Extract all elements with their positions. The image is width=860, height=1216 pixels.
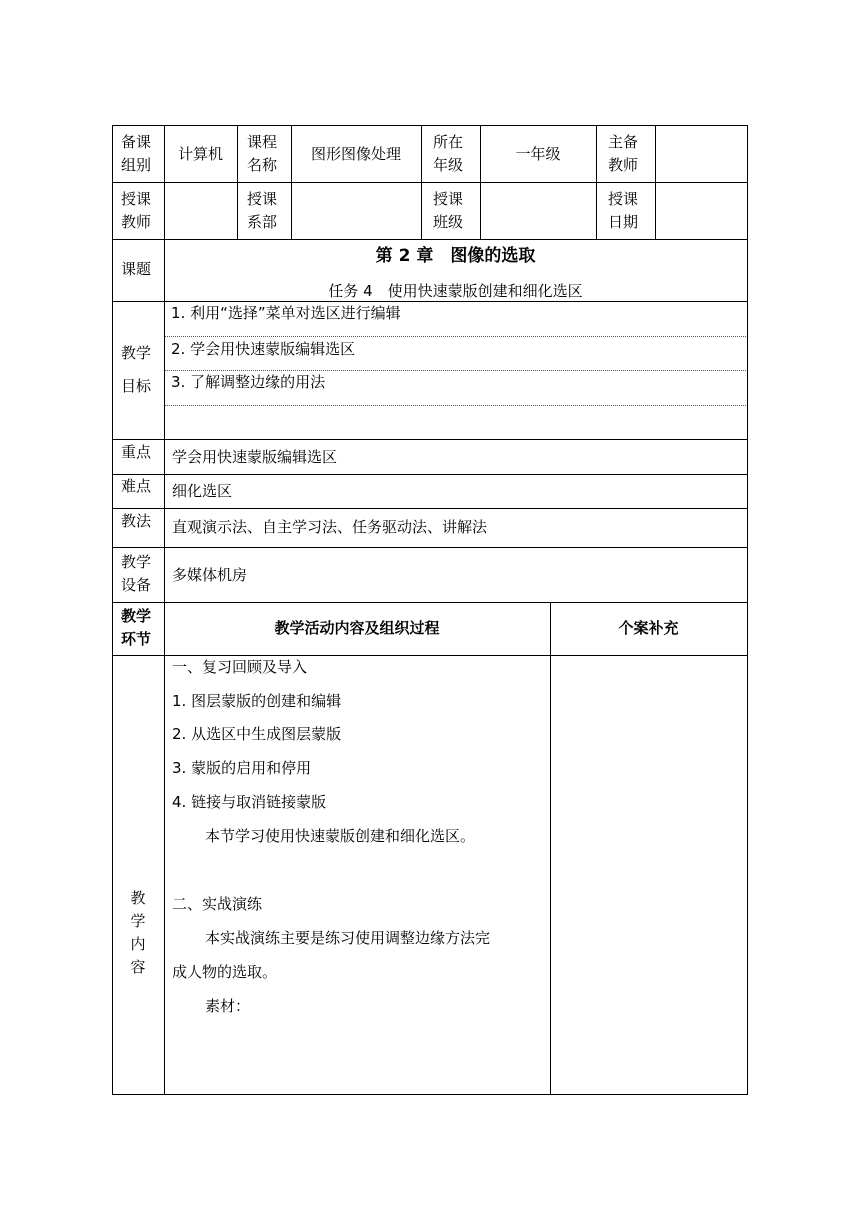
content-line: 二、实战演练 xyxy=(172,895,263,913)
objective-item: 3. 了解调整边缘的用法 xyxy=(171,373,326,391)
class-label: 授课 班级 xyxy=(433,190,464,231)
objective-separator xyxy=(164,405,748,406)
content-line: 本节学习使用快速蒙版创建和细化选区。 xyxy=(205,827,476,845)
content-line: 成人物的选取。 xyxy=(172,963,278,981)
table-rule xyxy=(747,125,748,1095)
date-label: 授课 日期 xyxy=(608,190,639,231)
table-rule xyxy=(112,439,748,440)
table-rule xyxy=(112,182,748,183)
equipment-value: 多媒体机房 xyxy=(172,566,248,584)
content-header: 教学活动内容及组织过程 xyxy=(274,619,440,637)
grade-value: 一年级 xyxy=(515,145,561,163)
difficulty-value: 细化选区 xyxy=(172,482,233,500)
objective-item: 2. 学会用快速蒙版编辑选区 xyxy=(171,340,356,358)
table-rule xyxy=(655,125,656,239)
key-point-label: 重点 xyxy=(121,443,152,461)
group-label: 备课 组别 xyxy=(121,133,152,174)
table-rule xyxy=(112,474,748,475)
method-value: 直观演示法、自主学习法、任务驱动法、讲解法 xyxy=(172,518,488,536)
difficulty-label: 难点 xyxy=(121,477,152,495)
table-rule xyxy=(164,125,165,1095)
content-line: 2. 从选区中生成图层蒙版 xyxy=(172,725,342,743)
topic-label: 课题 xyxy=(121,260,152,278)
table-rule xyxy=(112,602,748,603)
content-line: 3. 蒙版的启用和停用 xyxy=(172,759,312,777)
content-line: 一、复习回顾及导入 xyxy=(172,658,308,676)
content-line: 1. 图层蒙版的创建和编辑 xyxy=(172,692,342,710)
method-label: 教法 xyxy=(121,512,152,530)
table-rule xyxy=(112,1094,748,1095)
table-rule xyxy=(112,508,748,509)
table-rule xyxy=(112,547,748,548)
table-rule xyxy=(237,125,238,239)
table-rule xyxy=(421,125,422,239)
objective-separator xyxy=(164,336,748,337)
table-rule xyxy=(112,239,748,240)
group-value: 计算机 xyxy=(177,145,223,163)
content-line: 4. 链接与取消链接蒙版 xyxy=(172,793,327,811)
objective-item: 1. 利用“选择”菜单对选区进行编辑 xyxy=(171,304,401,322)
grade-label: 所在 年级 xyxy=(433,133,464,174)
table-rule xyxy=(112,125,748,126)
lead-teacher-label: 主备 教师 xyxy=(608,133,639,174)
task-title: 任务 4 使用快速蒙版创建和细化选区 xyxy=(328,282,583,300)
teacher-label: 授课 教师 xyxy=(121,190,152,231)
table-rule xyxy=(550,602,551,1094)
chapter-title: 第 2 章 图像的选取 xyxy=(375,246,536,266)
course-value: 图形图像处理 xyxy=(310,145,401,163)
supplement-header: 个案补充 xyxy=(618,619,679,637)
equipment-label: 教学 设备 xyxy=(121,553,152,594)
objectives-label: 教学 目标 xyxy=(121,344,152,395)
dept-label: 授课 系部 xyxy=(247,190,278,231)
course-label: 课程 名称 xyxy=(247,133,278,174)
stage-label: 教 学 内 容 xyxy=(130,889,146,976)
key-point-value: 学会用快速蒙版编辑选区 xyxy=(172,448,338,466)
content-line: 本实战演练主要是练习使用调整边缘方法完 xyxy=(205,929,491,947)
stage-header: 教学 环节 xyxy=(121,607,152,648)
table-rule xyxy=(596,125,597,239)
content-line: 素材： xyxy=(205,997,251,1015)
